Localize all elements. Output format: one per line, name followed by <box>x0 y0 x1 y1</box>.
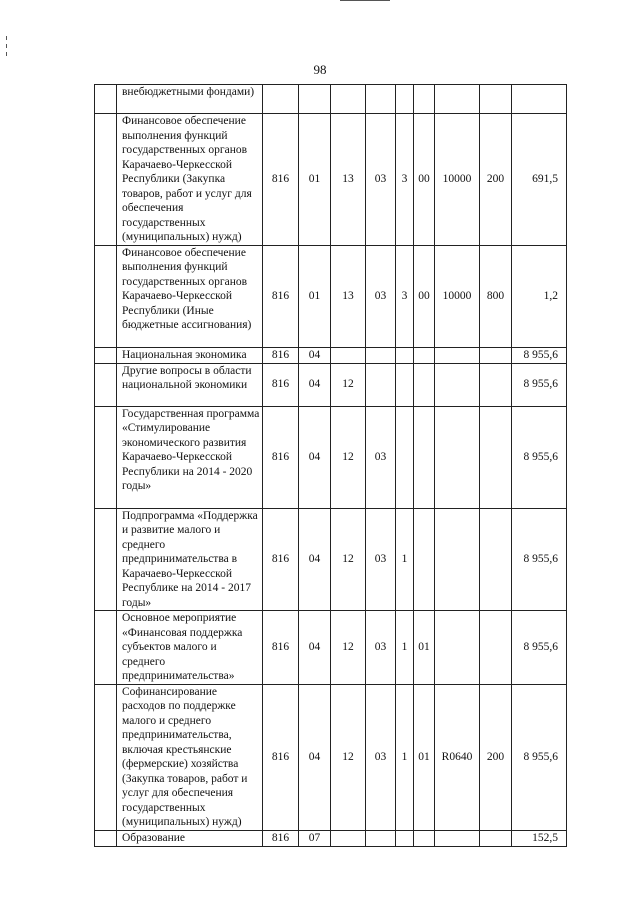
row-cs1-cell <box>366 347 396 363</box>
row-cs3-cell <box>414 406 435 508</box>
row-rz-cell: 04 <box>299 611 331 685</box>
scan-mark-left-1 <box>6 36 7 40</box>
row-ved-cell: 816 <box>263 611 299 685</box>
row-cs3-cell <box>414 508 435 611</box>
row-cs3-cell <box>414 830 435 846</box>
row-ved-cell: 816 <box>263 114 299 246</box>
row-vr-cell <box>480 508 512 611</box>
row-blank-cell <box>95 85 117 114</box>
row-cs4-cell: 10000 <box>435 114 480 246</box>
table-row <box>95 85 567 114</box>
row-cs1-cell <box>366 85 396 114</box>
row-rz-cell: 04 <box>299 363 331 406</box>
row-sum-cell: 8 955,6 <box>512 508 567 611</box>
table-row <box>95 363 567 406</box>
row-blank-cell <box>95 406 117 508</box>
row-rz-cell: 07 <box>299 830 331 846</box>
row-cs4-cell: R0640 <box>435 684 480 830</box>
row-cs4-cell <box>435 347 480 363</box>
row-cs2-cell <box>396 363 414 406</box>
row-vr-cell <box>480 830 512 846</box>
row-cs4-cell <box>435 363 480 406</box>
row-rz-cell: 01 <box>299 114 331 246</box>
row-blank-cell <box>95 245 117 347</box>
row-name-cell: Государственная программа «Стимулирование экономического развития Карачаево-Черкесской Республики на 2014 - 2020 годы» <box>117 406 263 508</box>
table-row <box>95 245 567 347</box>
row-ved-cell: 816 <box>263 347 299 363</box>
row-cs1-cell: 03 <box>366 684 396 830</box>
row-ved-cell <box>263 85 299 114</box>
row-cs4-cell <box>435 406 480 508</box>
row-vr-cell <box>480 406 512 508</box>
row-vr-cell <box>480 363 512 406</box>
row-name-cell: Основное мероприятие «Финансовая поддержка субъектов малого и среднего предпринимательства» <box>117 611 263 685</box>
row-pr-cell: 12 <box>331 406 366 508</box>
row-rz-cell: 04 <box>299 347 331 363</box>
row-rz-cell: 01 <box>299 245 331 347</box>
row-rz-cell: 04 <box>299 508 331 611</box>
row-cs1-cell: 03 <box>366 245 396 347</box>
row-pr-cell: 13 <box>331 245 366 347</box>
row-cs1-cell: 03 <box>366 114 396 246</box>
row-sum-cell: 8 955,6 <box>512 406 567 508</box>
row-sum-cell: 691,5 <box>512 114 567 246</box>
row-pr-cell: 12 <box>331 611 366 685</box>
row-rz-cell: 04 <box>299 684 331 830</box>
scan-mark-left-2 <box>6 44 7 48</box>
row-name-cell: Национальная экономика <box>117 347 263 363</box>
row-blank-cell <box>95 508 117 611</box>
table-row <box>95 830 567 846</box>
table-row <box>95 611 567 685</box>
row-pr-cell: 12 <box>331 508 366 611</box>
row-vr-cell: 200 <box>480 684 512 830</box>
row-sum-cell: 8 955,6 <box>512 363 567 406</box>
row-cs2-cell: 1 <box>396 508 414 611</box>
row-name-cell: Финансовое обеспечение выполнения функций государственных органов Карачаево-Черкесской Республики (Закупка товаров, работ и услуг для обеспечения государственных (муниципальных) нужд) <box>117 114 263 246</box>
page-number: 98 <box>313 62 327 77</box>
row-cs3-cell <box>414 85 435 114</box>
row-sum-cell: 8 955,6 <box>512 684 567 830</box>
row-cs1-cell <box>366 830 396 846</box>
row-rz-cell <box>299 85 331 114</box>
table-body <box>95 85 567 847</box>
row-vr-cell <box>480 85 512 114</box>
table-row <box>95 406 567 508</box>
row-sum-cell: 8 955,6 <box>512 347 567 363</box>
row-pr-cell <box>331 85 366 114</box>
row-sum-cell <box>512 85 567 114</box>
row-name-cell: Другие вопросы в области национальной экономики <box>117 363 263 406</box>
row-cs1-cell <box>366 363 396 406</box>
row-cs3-cell: 00 <box>414 245 435 347</box>
row-ved-cell: 816 <box>263 830 299 846</box>
row-blank-cell <box>95 347 117 363</box>
row-cs2-cell <box>396 830 414 846</box>
row-ved-cell: 816 <box>263 508 299 611</box>
row-ved-cell: 816 <box>263 684 299 830</box>
row-cs4-cell <box>435 611 480 685</box>
row-vr-cell <box>480 347 512 363</box>
row-cs3-cell <box>414 347 435 363</box>
row-ved-cell: 816 <box>263 363 299 406</box>
row-cs4-cell <box>435 830 480 846</box>
scan-mark-top <box>340 0 390 1</box>
row-cs2-cell: 1 <box>396 684 414 830</box>
row-pr-cell: 12 <box>331 363 366 406</box>
row-blank-cell <box>95 830 117 846</box>
row-cs3-cell <box>414 363 435 406</box>
row-name-cell: Образование <box>117 830 263 846</box>
row-blank-cell <box>95 114 117 246</box>
row-sum-cell: 8 955,6 <box>512 611 567 685</box>
row-sum-cell: 152,5 <box>512 830 567 846</box>
row-cs1-cell: 03 <box>366 611 396 685</box>
row-rz-cell: 04 <box>299 406 331 508</box>
row-cs3-cell: 00 <box>414 114 435 246</box>
row-name-cell: Подпрограмма «Поддержка и развитие малого и среднего предпринимательства в Карачаево-Черкесской Республике на 2014 - 2017 годы» <box>117 508 263 611</box>
table-row <box>95 347 567 363</box>
row-cs4-cell <box>435 508 480 611</box>
row-cs4-cell <box>435 85 480 114</box>
row-cs3-cell: 01 <box>414 611 435 685</box>
row-cs3-cell: 01 <box>414 684 435 830</box>
row-cs1-cell: 03 <box>366 508 396 611</box>
table-row <box>95 684 567 830</box>
row-sum-cell: 1,2 <box>512 245 567 347</box>
row-pr-cell <box>331 830 366 846</box>
row-blank-cell <box>95 611 117 685</box>
row-cs2-cell <box>396 85 414 114</box>
row-cs1-cell: 03 <box>366 406 396 508</box>
table-row <box>95 508 567 611</box>
row-pr-cell <box>331 347 366 363</box>
row-name-cell: внебюджетными фондами) <box>117 85 263 114</box>
row-cs2-cell <box>396 347 414 363</box>
table-row <box>95 114 567 246</box>
row-ved-cell: 816 <box>263 406 299 508</box>
row-name-cell: Софинансирование расходов по поддержке малого и среднего предпринимательства, включая крестьянские (фермерские) хозяйства (Закупка товаров, работ и услуг для обеспечения государственных (муниципальных) нужд) <box>117 684 263 830</box>
row-cs2-cell: 1 <box>396 611 414 685</box>
row-blank-cell <box>95 684 117 830</box>
row-cs2-cell: 3 <box>396 245 414 347</box>
row-ved-cell: 816 <box>263 245 299 347</box>
row-pr-cell: 12 <box>331 684 366 830</box>
row-pr-cell: 13 <box>331 114 366 246</box>
budget-table <box>94 84 567 847</box>
row-cs2-cell: 3 <box>396 114 414 246</box>
row-vr-cell: 200 <box>480 114 512 246</box>
row-cs4-cell: 10000 <box>435 245 480 347</box>
row-vr-cell: 800 <box>480 245 512 347</box>
row-cs2-cell <box>396 406 414 508</box>
row-blank-cell <box>95 363 117 406</box>
scan-mark-left-3 <box>6 52 7 56</box>
row-vr-cell <box>480 611 512 685</box>
row-name-cell: Финансовое обеспечение выполнения функций государственных органов Карачаево-Черкесской Республики (Иные бюджетные ассигнования) <box>117 245 263 347</box>
